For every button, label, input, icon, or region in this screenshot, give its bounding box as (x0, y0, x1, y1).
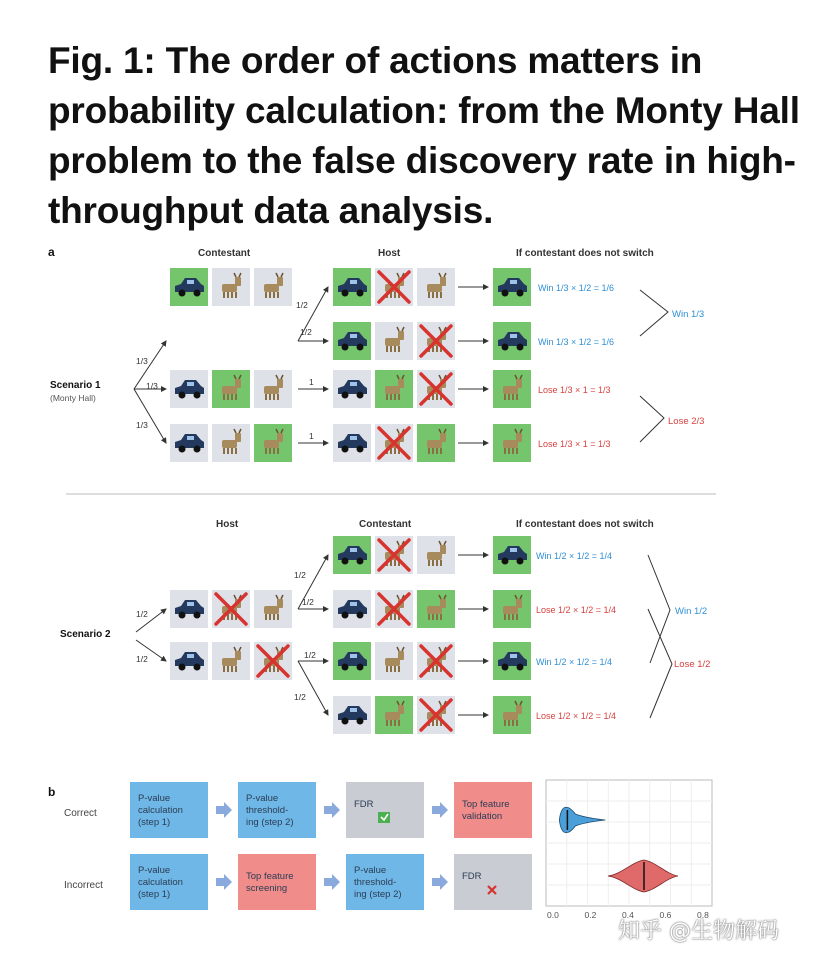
panel-b-label: b (48, 785, 56, 799)
x-tick-label: 0.6 (659, 910, 672, 920)
car-wheel (517, 664, 524, 671)
goat-body (264, 284, 279, 292)
branch-prob: 1/2 (136, 609, 148, 619)
x-tick-label: 0.4 (622, 910, 634, 920)
summary-bracket (640, 396, 664, 442)
car-window (350, 280, 357, 284)
summary-bracket (640, 290, 668, 336)
contestant-prob: 1/2 (294, 692, 306, 702)
goat-body (385, 386, 400, 394)
goat-head (516, 433, 522, 442)
goat-body (222, 284, 237, 292)
goat-head (516, 599, 522, 608)
car-window (350, 654, 357, 658)
goat-head (516, 705, 522, 714)
car-window (510, 548, 517, 552)
car-wheel (342, 664, 349, 671)
goat-head (277, 379, 283, 388)
x-tick-label: 0.2 (584, 910, 597, 920)
incorrect-box-text: P-value (138, 865, 171, 876)
branch-prob: 1/3 (136, 356, 148, 366)
car-wheel (502, 558, 509, 565)
car-wheel (194, 664, 201, 671)
incorrect-box-text: Top feature (246, 871, 294, 882)
correct-box-text: FDR (354, 799, 374, 810)
contestant-prob: 1/2 (302, 597, 314, 607)
correct-row-name: Correct (64, 808, 97, 819)
incorrect-box-text: FDR (462, 871, 482, 882)
car-wheel (342, 344, 349, 351)
summary-lose: Lose 2/3 (668, 416, 705, 427)
car-wheel (179, 290, 186, 297)
incorrect-box (238, 854, 316, 910)
figure-title: Fig. 1: The order of actions matters in probability calculation: from the Monty Hall problem to the false discovery rate in high-throughput data analysis. (48, 40, 800, 231)
car-wheel (357, 344, 364, 351)
car-wheel (342, 290, 349, 297)
car-wheel (194, 290, 201, 297)
flow-arrow-icon (324, 802, 340, 818)
col-host-2: Host (216, 519, 239, 530)
goat-body (385, 658, 400, 666)
col-contestant-2: Contestant (359, 519, 412, 530)
goat-head (235, 433, 241, 442)
car-wheel (357, 392, 364, 399)
goat-head (440, 545, 446, 554)
goat-head (277, 599, 283, 608)
result-label: Win 1/2 × 1/2 = 1/4 (536, 657, 613, 667)
goat-head (440, 433, 446, 442)
car-wheel (179, 446, 186, 453)
goat-head (440, 277, 446, 286)
host-prob: 1/2 (296, 300, 308, 310)
incorrect-box (454, 854, 532, 910)
summary-bracket (648, 609, 672, 718)
flow-arrow-icon (324, 874, 340, 890)
contestant-arrow (298, 661, 328, 715)
col-contestant-1: Contestant (198, 248, 251, 259)
goat-body (503, 386, 518, 394)
correct-box-text: (step 1) (138, 817, 171, 828)
incorrect-box-text: ing (step 2) (354, 889, 402, 900)
host-prob: 1 (309, 431, 314, 441)
car-wheel (342, 446, 349, 453)
incorrect-box-text: calculation (138, 877, 183, 888)
car-wheel (179, 392, 186, 399)
correct-box-text: validation (462, 811, 503, 822)
car-window (350, 436, 357, 440)
incorrect-box-text: P-value (354, 865, 387, 876)
car-wheel (502, 664, 509, 671)
flow-arrow-icon (432, 874, 448, 890)
car-wheel (342, 612, 349, 619)
car-wheel (502, 290, 509, 297)
branch-arrow (134, 389, 166, 443)
goat-head (235, 379, 241, 388)
car-window (187, 436, 194, 440)
goat-body (427, 606, 442, 614)
branch-prob: 1/3 (146, 381, 158, 391)
goat-head (516, 379, 522, 388)
car-wheel (517, 344, 524, 351)
goat-body (385, 338, 400, 346)
result-label: Win 1/2 × 1/2 = 1/4 (536, 551, 613, 561)
scenario1-sub: (Monty Hall) (50, 393, 96, 403)
contestant-prob: 1/2 (304, 650, 316, 660)
x-tick-label: 0.8 (697, 910, 709, 920)
goat-head (398, 705, 404, 714)
summary-win: Win 1/3 (672, 309, 705, 320)
goat-body (264, 606, 279, 614)
branch-prob: 1/3 (136, 420, 148, 430)
incorrect-box-text: (step 1) (138, 889, 171, 900)
car-wheel (357, 290, 364, 297)
incorrect-box-text: screening (246, 883, 288, 894)
goat-body (503, 606, 518, 614)
car-window (350, 382, 357, 386)
car-wheel (342, 718, 349, 725)
car-wheel (517, 290, 524, 297)
car-wheel (179, 664, 186, 671)
branch-prob: 1/2 (136, 654, 148, 664)
host-prob: 1/2 (300, 327, 312, 337)
result-label: Lose 1/2 × 1/2 = 1/4 (536, 605, 617, 615)
flow-arrow-icon (432, 802, 448, 818)
goat-body (427, 284, 442, 292)
incorrect-row-name: Incorrect (64, 880, 103, 891)
goat-head (398, 651, 404, 660)
result-label: Lose 1/3 × 1 = 1/3 (538, 385, 611, 395)
correct-box (454, 782, 532, 838)
car-window (510, 334, 517, 338)
correct-box-text: P-value (246, 793, 279, 804)
result-label: Win 1/3 × 1/2 = 1/6 (538, 283, 615, 293)
goat-head (235, 651, 241, 660)
result-label: Lose 1/2 × 1/2 = 1/4 (536, 711, 617, 721)
correct-box-text: Top feature (462, 799, 510, 810)
goat-body (427, 440, 442, 448)
car-wheel (502, 344, 509, 351)
watermark: 知乎 @生物解码 (618, 919, 779, 944)
car-wheel (357, 558, 364, 565)
scenario1-name: Scenario 1 (50, 380, 101, 391)
panel-a-label: a (48, 245, 55, 259)
goat-head (277, 277, 283, 286)
goat-body (222, 386, 237, 394)
goat-body (503, 440, 518, 448)
car-wheel (342, 558, 349, 565)
car-wheel (179, 612, 186, 619)
goat-head (277, 433, 283, 442)
car-window (187, 602, 194, 606)
car-wheel (342, 392, 349, 399)
car-window (187, 382, 194, 386)
goat-body (427, 552, 442, 560)
car-window (187, 654, 194, 658)
correct-box-text: P-value (138, 793, 171, 804)
correct-box-text: calculation (138, 805, 183, 816)
col-result-2: If contestant does not switch (516, 519, 654, 530)
goat-head (398, 379, 404, 388)
goat-head (440, 599, 446, 608)
col-result-1: If contestant does not switch (516, 248, 654, 259)
car-window (350, 334, 357, 338)
car-wheel (357, 718, 364, 725)
car-wheel (517, 558, 524, 565)
car-window (350, 548, 357, 552)
correct-box-text: ing (step 2) (246, 817, 294, 828)
goat-head (398, 331, 404, 340)
check-icon (378, 812, 390, 823)
goat-body (264, 440, 279, 448)
car-window (187, 280, 194, 284)
goat-head (235, 277, 241, 286)
flow-arrow-icon (216, 874, 232, 890)
car-window (350, 708, 357, 712)
car-wheel (357, 612, 364, 619)
summary-bracket (648, 555, 670, 663)
goat-body (503, 712, 518, 720)
car-wheel (194, 392, 201, 399)
goat-body (385, 712, 400, 720)
summary-win: Win 1/2 (675, 606, 708, 617)
result-label: Win 1/3 × 1/2 = 1/6 (538, 337, 615, 347)
correct-box-text: threshold- (246, 805, 289, 816)
car-wheel (194, 446, 201, 453)
goat-body (222, 440, 237, 448)
flow-arrow-icon (216, 802, 232, 818)
host-prob: 1 (309, 377, 314, 387)
scenario2-name: Scenario 2 (60, 629, 111, 640)
contestant-prob: 1/2 (294, 570, 306, 580)
car-window (350, 602, 357, 606)
incorrect-box-text: threshold- (354, 877, 397, 888)
car-window (510, 280, 517, 284)
car-window (510, 654, 517, 658)
goat-body (222, 658, 237, 666)
x-tick-label: 0.0 (547, 910, 559, 920)
result-label: Lose 1/3 × 1 = 1/3 (538, 439, 611, 449)
car-wheel (194, 612, 201, 619)
car-wheel (357, 664, 364, 671)
col-host-1: Host (378, 248, 401, 259)
car-wheel (357, 446, 364, 453)
summary-lose: Lose 1/2 (674, 659, 711, 670)
goat-body (264, 386, 279, 394)
correct-box (346, 782, 424, 838)
